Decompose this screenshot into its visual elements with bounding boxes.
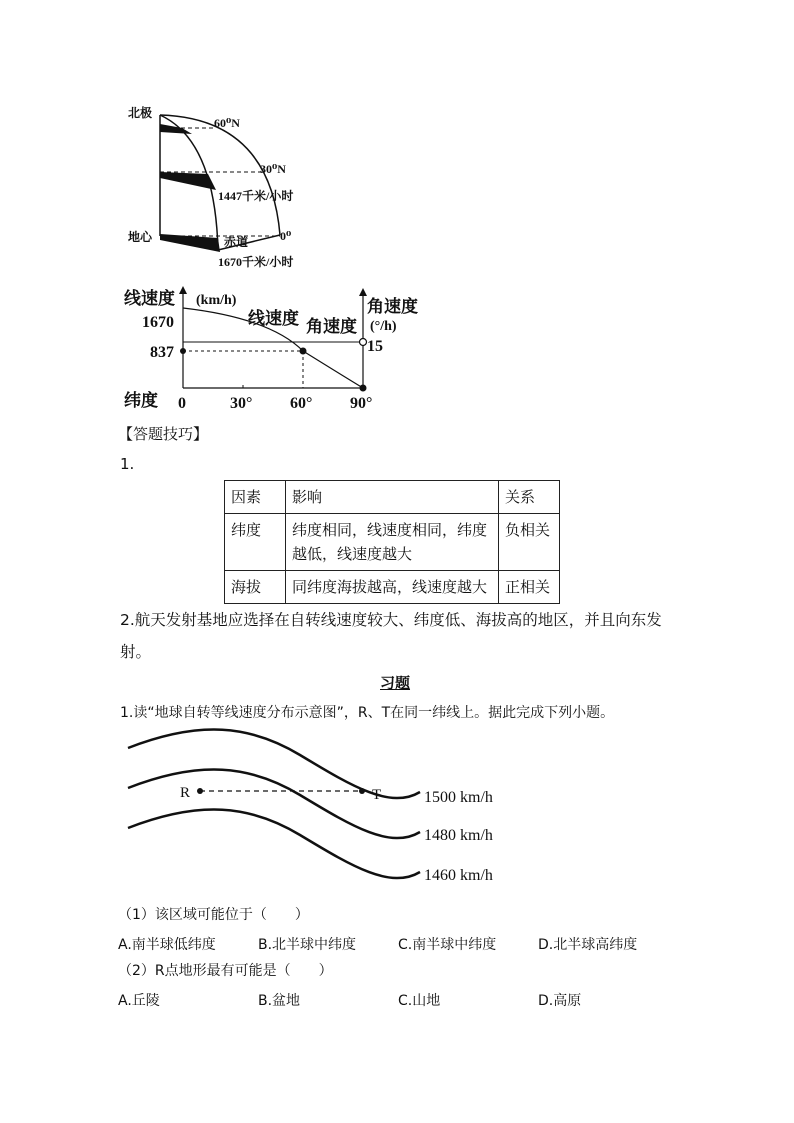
row2-effect: 同纬度海拔越高，线速度越大 <box>286 571 499 604</box>
sub2-option-c[interactable]: C.山地 <box>398 993 441 1009</box>
label-t: T <box>372 787 382 803</box>
lat30-band <box>160 172 216 190</box>
point-15 <box>360 339 367 346</box>
globe-rotation-figure <box>120 100 350 275</box>
row2-factor: 海拔 <box>225 571 286 604</box>
table-row <box>225 571 560 604</box>
sub-question-2: （2）R点地形最有可能是（ ） <box>118 963 333 979</box>
tick-15: 15 <box>367 338 383 355</box>
row2-relation: 正相关 <box>499 571 560 604</box>
point-90deg <box>360 385 367 392</box>
point-837 <box>180 348 186 354</box>
sub2-option-d[interactable]: D.高原 <box>538 993 582 1009</box>
label-1480: 1480 km/h <box>424 827 493 844</box>
center-label: 地心 <box>128 230 153 244</box>
table-row <box>225 514 560 571</box>
sub1-option-a[interactable]: A.南半球低纬度 <box>118 937 216 953</box>
right-axis-title: 角速度 <box>367 297 418 316</box>
sub2-option-b[interactable]: B.盆地 <box>258 993 301 1009</box>
left-axis-unit: (km/h) <box>196 293 237 308</box>
north-pole-label: 北极 <box>128 106 153 120</box>
row1-relation: 负相关 <box>499 514 560 571</box>
item2-line2: 射。 <box>120 643 152 661</box>
speed0-label: 1670千米/小时 <box>218 255 294 269</box>
tick-1670: 1670 <box>142 314 174 331</box>
x-tick-90: 90° <box>350 395 373 412</box>
speed-latitude-chart <box>120 284 420 416</box>
exercise-title: 习题 <box>380 674 411 692</box>
header-relation: 关系 <box>499 481 560 514</box>
sub2-option-a[interactable]: A.丘陵 <box>118 993 160 1009</box>
right-axis-arrow <box>359 288 367 296</box>
isoline-1480 <box>128 770 420 839</box>
point-r <box>197 788 203 794</box>
lat0-label: 0⁰ <box>280 229 292 243</box>
x-tick-60: 60° <box>290 395 313 412</box>
table-header-row <box>225 481 560 514</box>
lat60-label: 60⁰N <box>214 116 240 130</box>
isoline-wave-figure <box>120 720 520 890</box>
label-1460: 1460 km/h <box>424 867 493 884</box>
row1-factor: 纬度 <box>225 514 286 571</box>
header-factor: 因素 <box>225 481 286 514</box>
curve-label-linear: 线速度 <box>248 309 299 328</box>
sub-question-1: （1）该区域可能位于（ ） <box>118 907 309 923</box>
sub1-option-d[interactable]: D.北半球高纬度 <box>538 937 638 953</box>
section-tips-heading: 【答题技巧】 <box>118 425 209 443</box>
right-axis-unit: (°/h) <box>370 319 397 334</box>
item2-line1: 2.航天发射基地应选择在自转线速度较大、纬度低、海拔高的地区，并且向东发 <box>120 611 662 629</box>
question-1: 1.读“地球自转等线速度分布示意图”，R、T在同一纬线上。据此完成下列小题。 <box>120 705 615 721</box>
left-axis-title: 线速度 <box>124 289 175 308</box>
left-axis-arrow <box>179 286 187 294</box>
label-r: R <box>180 785 191 801</box>
x-axis-title: 纬度 <box>124 391 158 410</box>
curve-label-angular: 角速度 <box>306 317 357 336</box>
item1-number: 1. <box>120 455 135 473</box>
sub1-option-c[interactable]: C.南半球中纬度 <box>398 937 497 953</box>
isoline-1460 <box>128 810 420 879</box>
x-tick-0: 0 <box>178 395 186 412</box>
x-tick-30: 30° <box>230 395 253 412</box>
sub1-option-b[interactable]: B.北半球中纬度 <box>258 937 357 953</box>
equator-band <box>160 234 220 252</box>
label-1500: 1500 km/h <box>424 789 493 806</box>
point-60deg <box>300 348 307 355</box>
header-effect: 影响 <box>286 481 499 514</box>
row1-effect: 纬度相同，线速度相同，纬度越低，线速度越大 <box>286 514 499 571</box>
equator-label: 赤道 <box>224 235 249 249</box>
point-t <box>359 788 365 794</box>
speed30-label: 1447千米/小时 <box>218 189 294 203</box>
lat30-label: 30⁰N <box>260 162 286 176</box>
factor-table <box>224 480 560 604</box>
tick-837: 837 <box>150 344 174 361</box>
